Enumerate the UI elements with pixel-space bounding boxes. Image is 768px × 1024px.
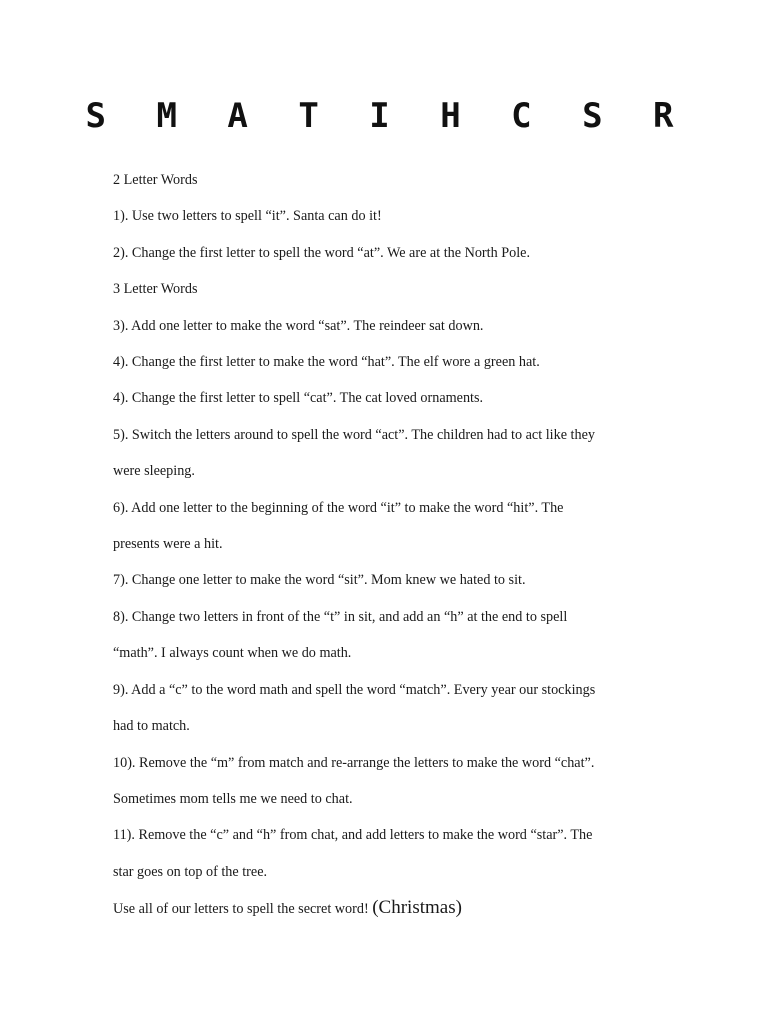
section-heading-two-letter: 2 Letter Words: [113, 172, 198, 188]
instruction-line: 7). Change one letter to make the word “sit”. Mom knew we hated to sit.: [113, 572, 526, 589]
section-heading-three-letter: 3 Letter Words: [113, 281, 198, 298]
final-answer: (Christmas): [372, 897, 462, 919]
instruction-line: 10). Remove the “m” from match and re-arrange the letters to make the word “chat”.: [113, 754, 595, 771]
instruction-line: 3). Add one letter to make the word “sat”. The reindeer sat down.: [113, 317, 484, 334]
final-prompt-line: [113, 890, 673, 927]
document-body: [113, 162, 673, 928]
instruction-line: “math”. I always count when we do math.: [113, 645, 352, 662]
instruction-line: were sleeping.: [113, 463, 195, 480]
instruction-line: 5). Switch the letters around to spell the word “act”. The children had to act like they: [113, 426, 595, 443]
instruction-line: Sometimes mom tells me we need to chat.: [113, 790, 353, 807]
instruction-line: 2). Change the first letter to spell the word “at”. We are at the North Pole.: [113, 244, 530, 261]
instruction-line: had to match.: [113, 718, 190, 735]
instruction-line: presents were a hit.: [113, 536, 223, 553]
instruction-line: 1). Use two letters to spell “it”. Santa can do it!: [113, 208, 382, 225]
instruction-line: 4). Change the first letter to make the word “hat”. The elf wore a green hat.: [113, 354, 540, 371]
instruction-line: 9). Add a “c” to the word math and spell the word “match”. Every year our stockings: [113, 681, 596, 698]
instruction-line: 8). Change two letters in front of the “t” in sit, and add an “h” at the end to spell: [113, 608, 568, 625]
final-prompt: Use all of our letters to spell the secret word!: [113, 901, 369, 918]
instruction-line: 11). Remove the “c” and “h” from chat, and add letters to make the word “star”. The: [113, 827, 593, 844]
instruction-line: star goes on top of the tree.: [113, 863, 268, 880]
page-title: S M A T I H C S R: [85, 96, 689, 136]
instruction-line: 6). Add one letter to the beginning of the word “it” to make the word “hit”. The: [113, 499, 564, 516]
instruction-line: 4). Change the first letter to spell “cat”. The cat loved ornaments.: [113, 390, 484, 407]
